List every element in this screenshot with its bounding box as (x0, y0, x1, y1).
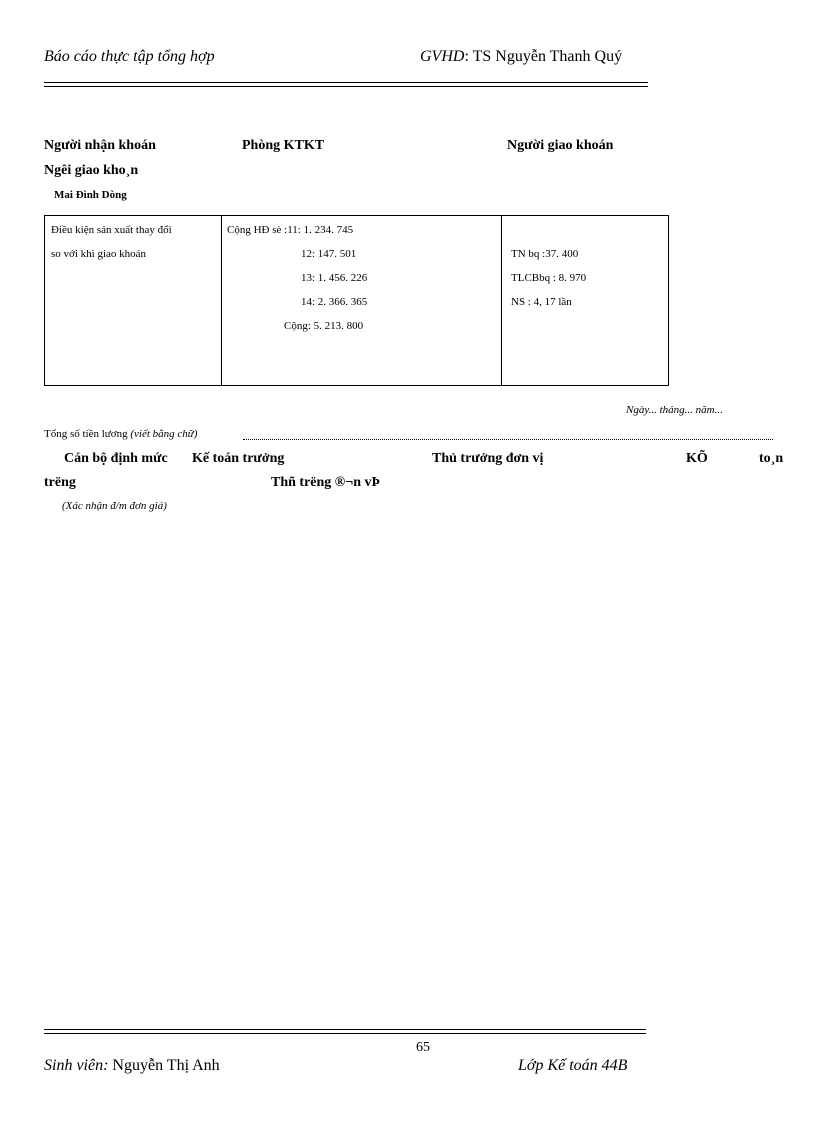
contract-total: Cộng: 5. 213. 800 (284, 320, 364, 332)
chief-accountant-label: Kế toán trưởng (192, 451, 285, 466)
indicator-row: NS : 4, 17 lần (511, 296, 572, 308)
conditions-table (44, 215, 669, 386)
student-info (44, 1057, 220, 1075)
recipient-label: Người nhận khoán (44, 138, 156, 153)
garbled-chief-3: trëng (44, 475, 76, 490)
total-salary-text: Tổng số tiền lương (44, 428, 128, 440)
garbled-chief-1: KÕ (686, 451, 708, 466)
class-label: Lớp Kế toán 44B (518, 1057, 628, 1074)
garbled-chief-2: to¸n (759, 451, 784, 466)
total-salary-note: (viết bằng chữ) (130, 428, 198, 440)
supervisor-name: TS Nguyễn Thanh Quý (472, 48, 623, 65)
page-number: 65 (416, 1040, 430, 1055)
contract-row: 13: 1. 456. 226 (301, 272, 368, 284)
norm-officer-label: Cán bộ định mức (64, 451, 168, 466)
student-name: Nguyễn Thị Anh (112, 1057, 220, 1074)
condition-text-line2: so với khi giao khoán (51, 248, 147, 260)
table-divider-2 (501, 216, 502, 385)
department-label: Phòng KTKT (242, 138, 325, 153)
garbled-unit-head: Thñ trëng ®¬n vÞ (271, 475, 381, 490)
contract-row: 14: 2. 366. 365 (301, 296, 368, 308)
indicator-row: TN bq :37. 400 (511, 248, 579, 260)
condition-text-line1: Điều kiện sản xuất thay đổi (51, 224, 172, 236)
supervisor (420, 48, 622, 66)
assigner-label: Người giao khoán (507, 138, 614, 153)
indicator-row: TLCBbq : 8. 970 (511, 272, 587, 284)
contract-row: Cộng HĐ sè :11: 1. 234. 745 (227, 224, 354, 236)
recipient-name: Mai Đình Dòng (54, 189, 127, 201)
student-label: Sinh viên: (44, 1057, 109, 1074)
contract-row: 12: 147. 501 (301, 248, 357, 260)
table-divider-1 (221, 216, 222, 385)
footer-rule (44, 1029, 646, 1034)
total-salary-label (44, 428, 197, 440)
report-title: Báo cáo thực tập tổng hợp (44, 48, 215, 65)
unit-head-label: Thủ trưởng đơn vị (432, 451, 544, 466)
header-rule (44, 82, 648, 87)
date-line: Ngày... tháng... năm... (626, 404, 723, 416)
confirm-note: (Xác nhận đ/m đơn giá) (62, 500, 167, 512)
supervisor-sep: : (464, 48, 469, 65)
supervisor-label: GVHD (420, 48, 465, 65)
total-salary-dotted-line (243, 439, 773, 440)
assigner-garbled-label: Ngêi giao kho¸n (44, 163, 139, 178)
